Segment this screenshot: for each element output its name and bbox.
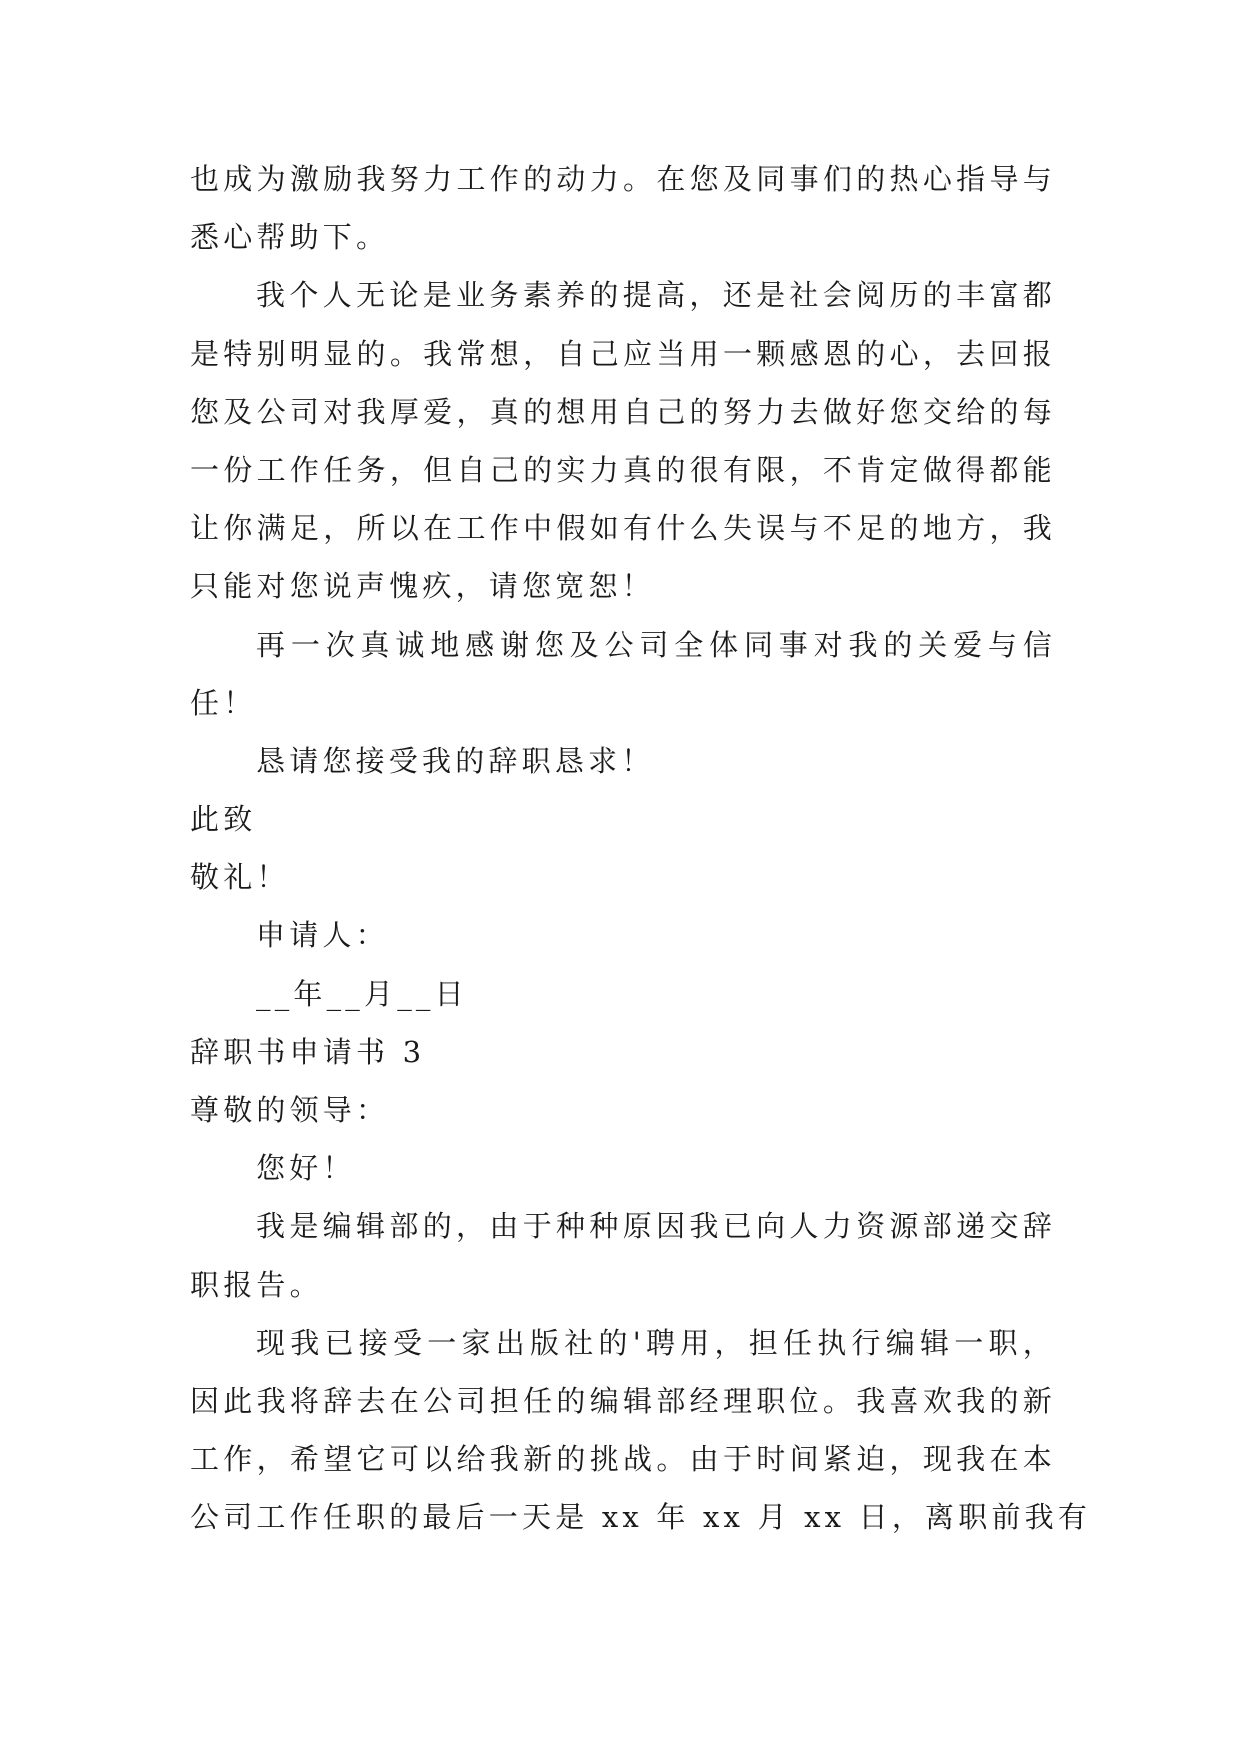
- text-line: 工作，希望它可以给我新的挑战。由于时间紧迫，现我在本: [190, 1442, 1056, 1477]
- text-line: 是特别明显的。我常想，自己应当用一颗感恩的心，去回报: [190, 336, 1056, 371]
- paragraph-start-line: 再一次真诚地感谢您及公司全体同事对我的关爱与信: [256, 627, 1056, 662]
- closing-regards: 敬礼！: [190, 860, 290, 895]
- greeting: 您好！: [256, 1151, 356, 1186]
- text-line: 只能对您说声愧疚，请您宽恕！: [190, 569, 655, 604]
- text-line: 让你满足，所以在工作中假如有什么失误与不足的地方，我: [190, 511, 1056, 546]
- greeting-recipient: 尊敬的领导：: [190, 1093, 390, 1127]
- paragraph-start-line: 我个人无论是业务素养的提高，还是社会阅历的丰富都: [256, 278, 1056, 313]
- request-line: 恳请您接受我的辞职恳求！: [256, 743, 655, 778]
- text-line: 一份工作任务，但自己的实力真的很有限，不肯定做得都能: [190, 452, 1056, 487]
- text-line: 您及公司对我厚爱，真的想用自己的努力去做好您交给的每: [190, 394, 1056, 429]
- text-line: 也成为激励我努力工作的动力。在您及同事们的热心指导与: [190, 162, 1056, 196]
- text-line: 悉心帮助下。: [190, 220, 390, 255]
- applicant-label: 申请人：: [256, 918, 389, 953]
- letter-body: [190, 150, 1092, 1547]
- section-title: 辞职书申请书 3: [190, 1034, 426, 1069]
- text-line: 因此我将辞去在公司担任的编辑部经理职位。我喜欢我的新: [190, 1383, 1056, 1418]
- date-line: __年__月__日: [256, 976, 468, 1011]
- paragraph-start-line: 现我已接受一家出版社的'聘用，担任执行编辑一职，: [256, 1325, 1056, 1360]
- closing-salutation: 此致: [190, 802, 257, 837]
- paragraph-start-line: 我是编辑部的，由于种种原因我已向人力资源部递交辞: [256, 1209, 1056, 1244]
- text-line: 任！: [190, 685, 257, 720]
- text-line: 公司工作任职的最后一天是 xx 年 xx 月 xx 日，离职前我有: [190, 1500, 1092, 1535]
- text-line: 职报告。: [190, 1267, 323, 1302]
